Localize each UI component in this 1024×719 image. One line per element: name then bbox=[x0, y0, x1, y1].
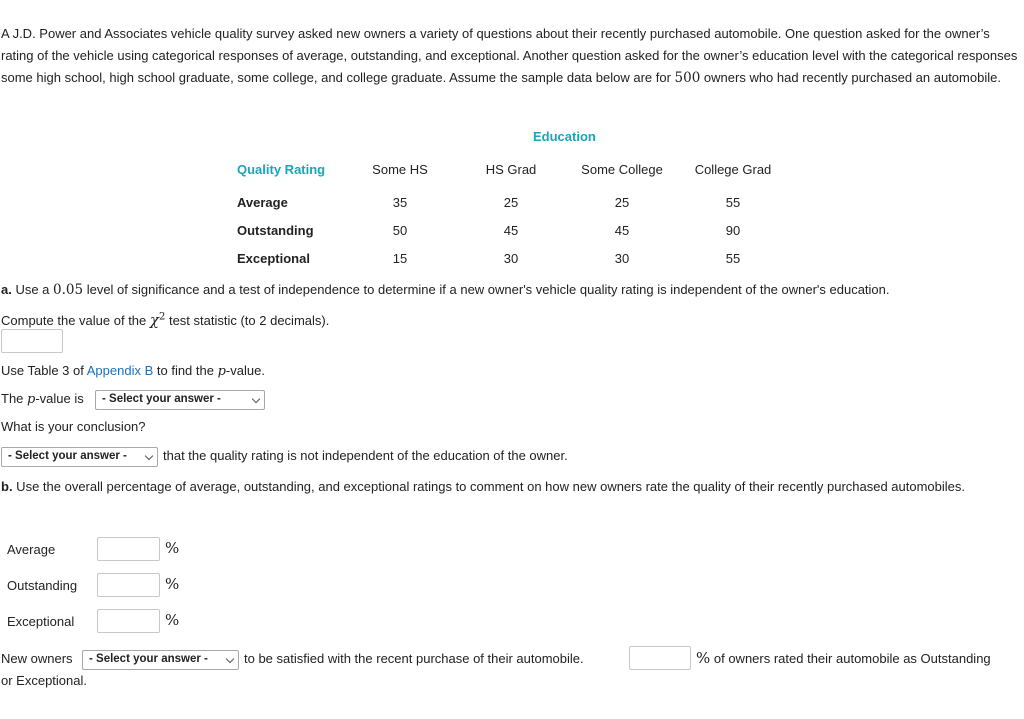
chevron-down-icon bbox=[252, 395, 260, 403]
conclusion-question: What is your conclusion? bbox=[1, 419, 146, 434]
table-cell: 45 bbox=[503, 223, 519, 238]
outstanding-label: Outstanding bbox=[7, 578, 78, 593]
table-instruction: Use Table 3 of Appendix B to find the p-value. bbox=[1, 363, 265, 379]
table-cell: 45 bbox=[614, 223, 630, 238]
chi-square-input[interactable] bbox=[1, 329, 63, 353]
satisfaction-select[interactable]: - Select your answer - bbox=[82, 650, 239, 670]
table-cell: 55 bbox=[725, 251, 741, 266]
table-cell: 25 bbox=[614, 195, 630, 210]
average-label: Average bbox=[7, 542, 56, 557]
p-value-select[interactable]: - Select your answer - bbox=[95, 390, 265, 410]
chevron-down-icon bbox=[145, 452, 153, 460]
new-owners-label: New owners bbox=[1, 651, 73, 666]
row-label-exceptional: Exceptional bbox=[237, 251, 310, 266]
exceptional-percent-input[interactable] bbox=[97, 609, 160, 633]
percent-sign: % bbox=[165, 575, 180, 593]
exceptional-label: Exceptional bbox=[7, 614, 75, 629]
part-a-question: a. Use a 0.05 level of significance and a test of independence to determine if a new owner's vehicle quality rating is independent of the owner's education. bbox=[1, 282, 890, 298]
outstanding-percent-input[interactable] bbox=[97, 573, 160, 597]
chevron-down-icon bbox=[226, 655, 234, 663]
table-cell: 35 bbox=[392, 195, 408, 210]
table-cell: 50 bbox=[392, 223, 408, 238]
average-percent-input[interactable] bbox=[97, 537, 160, 561]
quality-rating-header: Quality Rating bbox=[237, 162, 326, 177]
part-b-question: b. Use the overall percentage of average, outstanding, and exceptional ratings to comment on how new owners rate the quality of their recently purchased automobiles. bbox=[1, 479, 966, 494]
percent-sign: % bbox=[165, 611, 180, 629]
table-cell: 55 bbox=[725, 195, 741, 210]
problem-intro: A J.D. Power and Associates vehicle quality survey asked new owners a variety of questions about their recently purchased automobile. One question asked for the owner’s rating of the vehicle using categorical responses of average, outstanding, and exceptional. Another question asked for the owner’s education level with the categorical responses some high school, high school graduate, some college, and college graduate. Assume the sample data below are for 500 owners who had recently purchased an automobile. bbox=[1, 26, 1018, 86]
conclusion-text: that the quality rating is not independent of the education of the owner. bbox=[163, 448, 568, 463]
table-cell: 15 bbox=[392, 251, 408, 266]
column-header-hs-grad: HS Grad bbox=[485, 162, 537, 177]
compute-chi-instruction: Compute the value of the $\chi^2$ test statistic (to 2 decimals). bbox=[1, 311, 330, 329]
table-cell: 25 bbox=[503, 195, 519, 210]
row-label-average: Average bbox=[237, 195, 288, 210]
table-cell: 30 bbox=[614, 251, 630, 266]
p-value-label: The p-value is bbox=[1, 391, 84, 407]
column-header-college-grad: College Grad bbox=[694, 162, 772, 177]
table-cell: 30 bbox=[503, 251, 519, 266]
education-header: Education bbox=[533, 129, 596, 144]
row-label-outstanding: Outstanding bbox=[237, 223, 314, 238]
column-header-some-hs: Some HS bbox=[372, 162, 428, 177]
conclusion-select[interactable]: - Select your answer - bbox=[1, 447, 158, 467]
significance-level: 0.05 bbox=[53, 282, 84, 298]
appendix-b-link[interactable]: Appendix B bbox=[86, 363, 154, 378]
satisfaction-text: to be satisfied with the recent purchase of their automobile. bbox=[244, 651, 584, 666]
percent-sign: % bbox=[165, 539, 180, 557]
column-header-some-college: Some College bbox=[581, 162, 663, 177]
sample-size: 500 bbox=[674, 70, 701, 86]
table-cell: 90 bbox=[725, 223, 741, 238]
outstanding-or-exceptional-text: % of owners rated their automobile as Outstanding bbox=[696, 649, 991, 667]
outstanding-or-exceptional-text-cont: or Exceptional. bbox=[1, 673, 87, 688]
outstanding-or-exceptional-input[interactable] bbox=[629, 646, 691, 670]
